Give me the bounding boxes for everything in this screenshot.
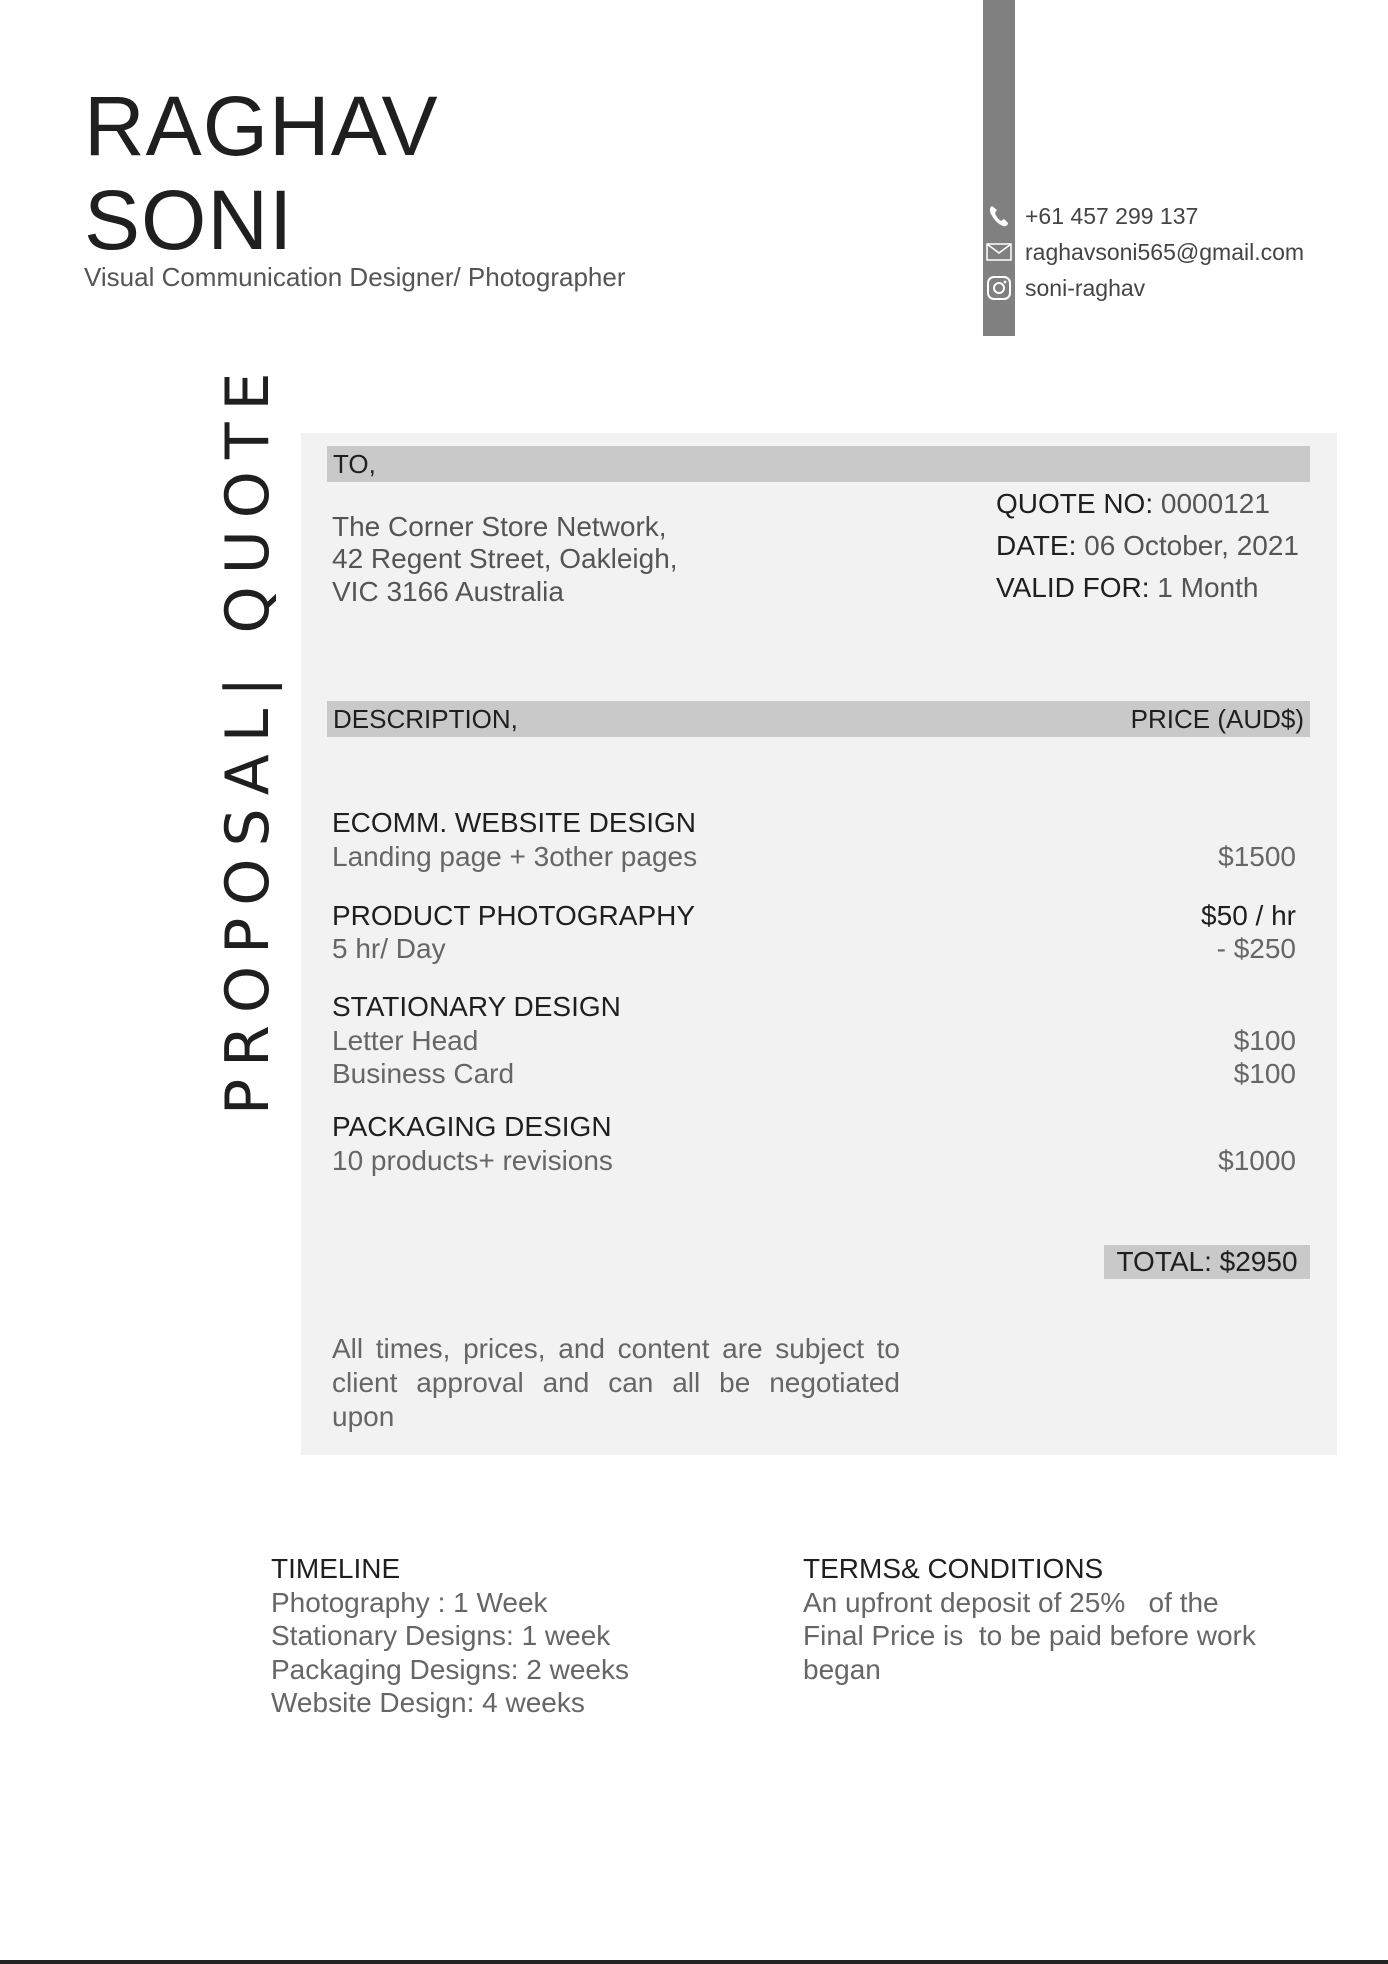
description-bar <box>327 701 1310 737</box>
name-line-2: SONI <box>84 173 294 267</box>
email-icon <box>983 235 1015 269</box>
quote-valid <box>996 572 1258 604</box>
timeline-line: Website Design: 4 weeks <box>271 1687 585 1718</box>
contact-email: raghavsoni565@gmail.com <box>1025 238 1305 265</box>
vertical-title: PROPOSAL| QUOTE <box>213 360 283 1115</box>
item-price: $1000 <box>1218 1145 1296 1176</box>
item-rate: $50 / hr <box>1201 900 1296 931</box>
item-title: PACKAGING DESIGN <box>332 1111 612 1142</box>
item-price: $100 <box>1233 1058 1296 1089</box>
quote-valid-value: 1 Month <box>1157 572 1259 603</box>
contact-instagram-row <box>983 271 1145 305</box>
instagram-icon <box>983 271 1015 305</box>
quote-number <box>996 488 1270 520</box>
to-bar <box>327 446 1310 482</box>
disclaimer: All times, prices, and content are subject to client approval and can all be negotiated upon <box>332 1333 900 1432</box>
total-badge: TOTAL: $2950 <box>1104 1245 1310 1279</box>
description-label: DESCRIPTION, <box>333 704 518 734</box>
item-price: $100 <box>1233 1025 1296 1056</box>
terms-heading: TERMS& CONDITIONS <box>803 1553 1104 1584</box>
price-label: PRICE (AUD$) <box>1130 704 1304 734</box>
quote-valid-label: VALID FOR: <box>996 572 1150 603</box>
quote-number-value: 0000121 <box>1160 488 1270 519</box>
item-title: ECOMM. WEBSITE DESIGN <box>332 807 697 838</box>
item-subtitle: Business Card <box>332 1058 515 1089</box>
terms-line: began <box>803 1654 881 1685</box>
terms-line: Final Price is to be paid before work <box>803 1620 1256 1651</box>
item-subtitle: Landing page + 3other pages <box>332 841 698 872</box>
address-line: The Corner Store Network, <box>332 511 667 542</box>
timeline-heading: TIMELINE <box>271 1553 401 1584</box>
quote-panel <box>301 433 1337 1455</box>
item-price: - $250 <box>1216 933 1296 964</box>
phone-icon <box>983 199 1015 233</box>
address-line: VIC 3166 Australia <box>332 576 564 607</box>
item-price: $1500 <box>1218 841 1296 872</box>
item-subtitle: 10 products+ revisions <box>332 1145 613 1176</box>
item-subtitle: 5 hr/ Day <box>332 933 446 964</box>
item-subtitle: Letter Head <box>332 1025 479 1056</box>
timeline-line: Stationary Designs: 1 week <box>271 1620 611 1651</box>
item-title: PRODUCT PHOTOGRAPHY <box>332 900 696 931</box>
contact-instagram: soni-raghav <box>1025 274 1146 301</box>
quote-date-value: 06 October, 2021 <box>1084 530 1299 561</box>
contact-phone-row <box>983 199 1198 233</box>
contact-phone: +61 457 299 137 <box>1025 202 1199 229</box>
timeline-line: Photography : 1 Week <box>271 1587 548 1618</box>
quote-date-label: DATE: <box>996 530 1077 561</box>
to-label: TO, <box>333 449 376 479</box>
subtitle: Visual Communication Designer/ Photographer <box>84 262 626 292</box>
address-line: 42 Regent Street, Oakleigh, <box>332 543 678 574</box>
bottom-rule <box>0 1960 1388 1964</box>
terms-line: An upfront deposit of 25% of the <box>803 1587 1219 1618</box>
quote-date <box>996 530 1299 562</box>
name-line-1: RAGHAV <box>84 79 439 173</box>
contact-email-row <box>983 235 1304 269</box>
timeline-line: Packaging Designs: 2 weeks <box>271 1654 629 1685</box>
item-title: STATIONARY DESIGN <box>332 991 621 1022</box>
quote-number-label: QUOTE NO: <box>996 488 1154 519</box>
